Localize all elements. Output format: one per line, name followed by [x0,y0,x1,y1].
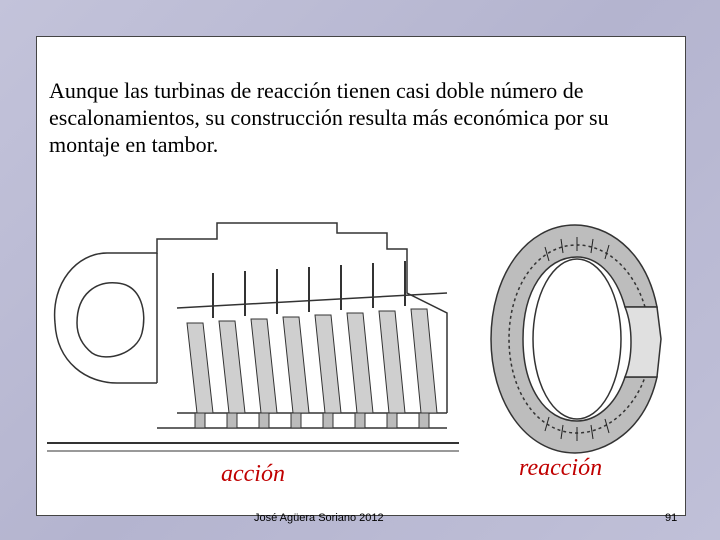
slide-body-text: Aunque las turbinas de reacción tienen casi doble número de escalonamientos, su construcción resulta más económica por su montaje en tambor. [49,78,609,157]
caption-reaction: reacción [519,455,603,481]
reaction-drum-drawing [485,217,667,461]
slide [36,36,686,516]
footer-author: José Agüera Soriano 2012 [254,512,384,524]
action-turbine-drawing [47,213,459,461]
page-number: 91 [665,512,678,524]
caption-action: acción [221,461,285,487]
